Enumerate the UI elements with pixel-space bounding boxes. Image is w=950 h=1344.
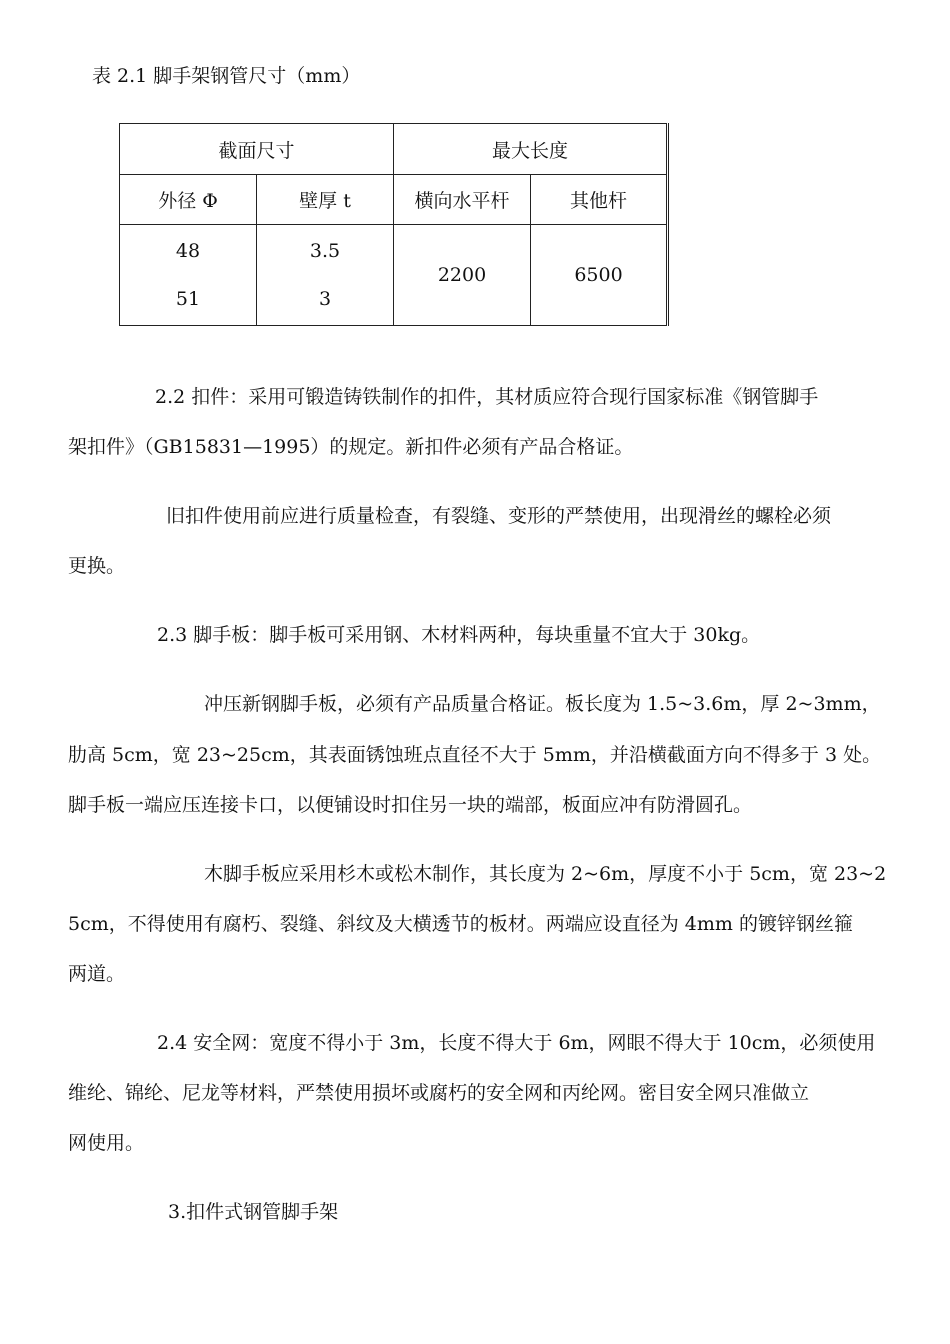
paragraph-line: 肋高 5cm，宽 23~25cm，其表面锈蚀班点直径不大于 5mm，并沿横截面方向不得多于 3 处。 [68,744,882,766]
paragraph-line: 脚手板一端应压连接卡口，以便铺设时扣住另一块的端部，板面应冲有防滑圆孔。 [68,794,753,816]
paragraph-line: 5cm，不得使用有腐朽、裂缝、斜纹及大横透节的板材。两端应设直径为 4mm 的镀锌钢丝箍 [68,913,853,935]
paragraph-line: 木脚手板应采用杉木或松木制作，其长度为 2~6m，厚度不小于 5cm，宽 23~2 [204,863,887,885]
paragraph-line: 维纶、锦纶、尼龙等材料，严禁使用损坏或腐朽的安全网和丙纶网。密目安全网只准做立 [68,1082,810,1104]
paragraph-line: 冲压新钢脚手板，必须有产品质量合格证。板长度为 1.5~3.6m，厚 2~3mm， [204,693,881,715]
outer-diameter-value: 51 [175,288,201,310]
wall-thickness-value: 3.5 [309,240,341,262]
header-wall-thickness: 壁厚 t [257,175,394,225]
table-caption: 表 2.1 脚手架钢管尺寸（mm） [92,65,361,87]
paragraph-line: 两道。 [68,963,126,985]
cell-outer-diameter [120,225,257,326]
paragraph-line: 2.3 脚手板：脚手板可采用钢、木材料两种，每块重量不宜大于 30kg。 [157,624,761,646]
wall-thickness-value: 3 [318,288,332,310]
paragraph-line: 网使用。 [68,1132,145,1154]
paragraph-line: 2.4 安全网：宽度不得小于 3m，长度不得大于 6m，网眼不得大于 10cm，必须使用 [157,1032,876,1054]
cell-wall-thickness [257,225,394,326]
group-header-max-length: 最大长度 [394,124,668,175]
cell-other-bar: 6500 [531,225,668,326]
header-outer-diameter: 外径 Φ [120,175,257,225]
paragraph-line: 2.2 扣件：采用可锻造铸铁制作的扣件，其材质应符合现行国家标准《钢管脚手 [155,386,819,408]
outer-diameter-value: 48 [175,240,201,262]
paragraph-line: 更换。 [68,555,126,577]
paragraph-line: 旧扣件使用前应进行质量检查，有裂缝、变形的严禁使用，出现滑丝的螺栓必须 [166,505,832,527]
header-other-bar: 其他杆 [531,175,668,225]
steel-pipe-size-table [119,123,669,326]
group-header-section-size: 截面尺寸 [120,124,394,175]
header-transverse-bar: 横向水平杆 [394,175,531,225]
cell-transverse-bar: 2200 [394,225,531,326]
paragraph-line: 架扣件》（GB15831—1995）的规定。新扣件必须有产品合格证。 [68,436,634,458]
section-heading: 3.扣件式钢管脚手架 [168,1201,339,1223]
